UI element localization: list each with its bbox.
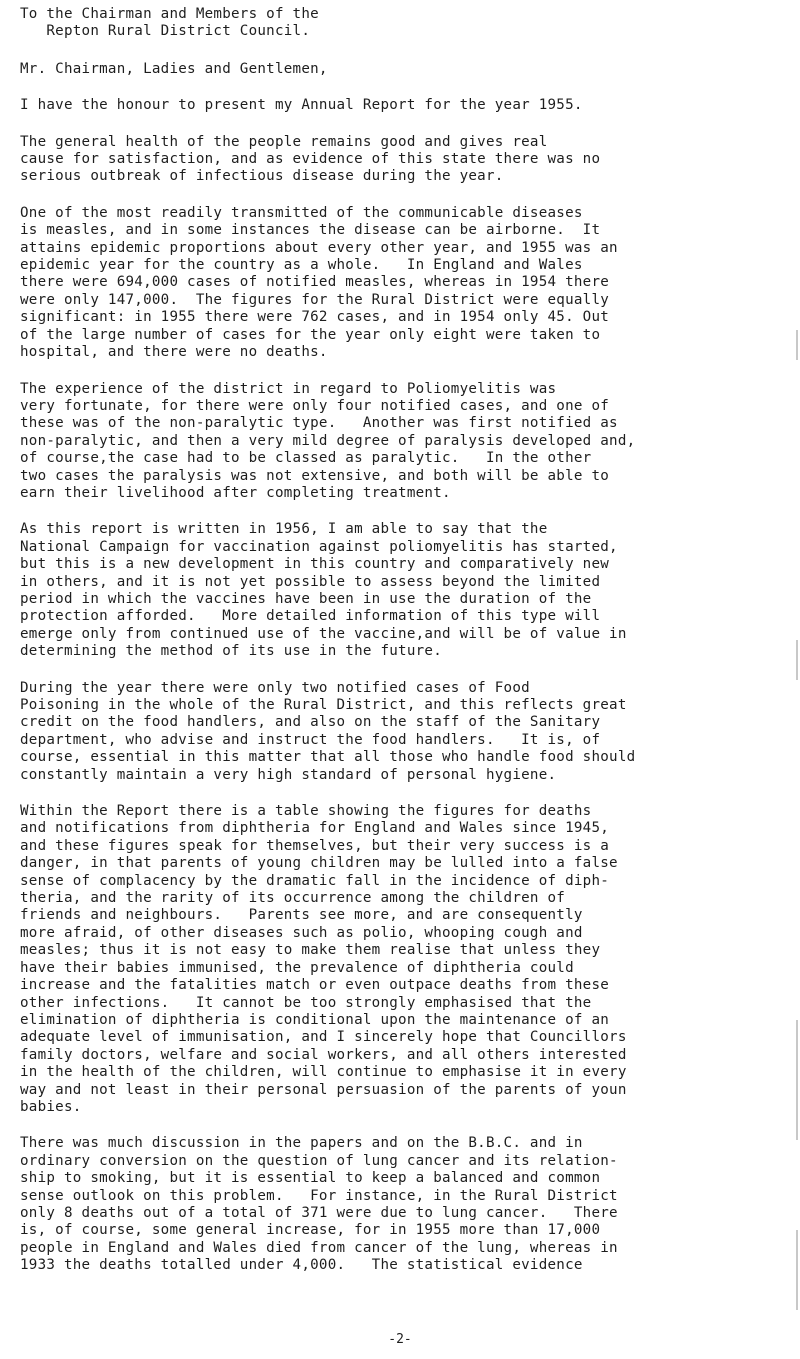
paragraph-line: significant: in 1955 there were 762 cases, and in 1954 only 45. Out	[20, 309, 610, 326]
salutation-line: Mr. Chairman, Ladies and Gentlemen,	[20, 60, 328, 77]
paragraph-line: 1933 the deaths totalled under 4,000. The statistical evidence	[20, 1257, 583, 1274]
scan-edge-mark	[796, 330, 798, 360]
paragraph-diphtheria	[20, 803, 794, 1116]
paragraph-line: During the year there were only two notified cases of Food	[20, 679, 530, 696]
paragraph-intro	[20, 97, 794, 114]
paragraph-line: these was of the non-paralytic type. Another was first notified as	[20, 415, 618, 432]
paragraph-line: danger, in that parents of young children may be lulled into a false	[20, 855, 618, 872]
paragraph-vaccination	[20, 521, 794, 660]
paragraph-line: in others, and it is not yet possible to assess beyond the limited	[20, 573, 601, 590]
report-page	[20, 6, 794, 1294]
paragraph-line: attains epidemic proportions about every other year, and 1955 was an	[20, 239, 618, 256]
paragraph-line: cause for satisfaction, and as evidence of this state there was no	[20, 151, 601, 168]
paragraph-food-poisoning	[20, 680, 794, 784]
paragraph-line: but this is a new development in this country and comparatively new	[20, 556, 610, 573]
paragraph-line: sense of complacency by the dramatic fall in the incidence of diph-	[20, 872, 610, 889]
paragraph-line: National Campaign for vaccination against poliomyelitis has started,	[20, 538, 618, 555]
paragraph-line: protection afforded. More detailed information of this type will	[20, 608, 601, 625]
paragraph-line: The general health of the people remains good and gives real	[20, 133, 548, 150]
salutation	[20, 61, 794, 78]
paragraph-poliomyelitis	[20, 381, 794, 503]
paragraph-line: As this report is written in 1956, I am able to say that the	[20, 521, 548, 538]
paragraph-line: of the large number of cases for the year only eight were taken to	[20, 326, 601, 343]
paragraph-general-health	[20, 134, 794, 186]
addressee-line: Repton Rural District Council.	[20, 23, 311, 40]
paragraph-line: ordinary conversion on the question of lung cancer and its relation-	[20, 1152, 618, 1169]
paragraph-line: of course,the case had to be classed as paralytic. In the other	[20, 450, 592, 467]
paragraph-line: emerge only from continued use of the vaccine,and will be of value in	[20, 625, 627, 642]
paragraph-line: other infections. It cannot be too strongly emphasised that the	[20, 994, 592, 1011]
paragraph-line: babies.	[20, 1098, 82, 1115]
paragraph-line: friends and neighbours. Parents see more, and are consequently	[20, 907, 583, 924]
paragraph-line: two cases the paralysis was not extensive, and both will be able to	[20, 467, 610, 484]
paragraph-line: constantly maintain a very high standard of personal hygiene.	[20, 766, 557, 783]
paragraph-line: hospital, and there were no deaths.	[20, 344, 328, 361]
page-number: -2-	[388, 1332, 412, 1347]
paragraph-line: more afraid, of other diseases such as polio, whooping cough and	[20, 924, 583, 941]
paragraph-line: There was much discussion in the papers and on the B.B.C. and in	[20, 1135, 583, 1152]
paragraph-measles	[20, 205, 794, 362]
paragraph-line: and notifications from diphtheria for England and Wales since 1945,	[20, 820, 610, 837]
paragraph-line: Poisoning in the whole of the Rural District, and this reflects great	[20, 697, 627, 713]
paragraph-lung-cancer	[20, 1135, 794, 1274]
paragraph-line: increase and the fatalities match or even outpace deaths from these	[20, 977, 610, 994]
paragraph-line: measles; thus it is not easy to make them realise that unless they	[20, 942, 601, 959]
paragraph-line: very fortunate, for there were only four notified cases, and one of	[20, 397, 610, 414]
paragraph-line: serious outbreak of infectious disease during the year.	[20, 168, 504, 185]
scan-edge-mark	[796, 1020, 798, 1140]
paragraph-line: non-paralytic, and then a very mild degree of paralysis developed and,	[20, 432, 636, 449]
paragraph-line: sense outlook on this problem. For instance, in the Rural District	[20, 1187, 618, 1204]
paragraph-line: theria, and the rarity of its occurrence among the children of	[20, 890, 566, 907]
paragraph-line: people in England and Wales died from cancer of the lung, whereas in	[20, 1239, 618, 1256]
paragraph-line: only 8 deaths out of a total of 371 were due to lung cancer. There	[20, 1204, 618, 1221]
paragraph-line: elimination of diphtheria is conditional upon the maintenance of an	[20, 1011, 610, 1028]
paragraph-line: determining the method of its use in the future.	[20, 643, 442, 660]
paragraph-line: in the health of the children, will continue to emphasise it in every	[20, 1064, 627, 1081]
paragraph-line: way and not least in their personal persuasion of the parents of youn	[20, 1081, 627, 1098]
scan-edge-mark	[796, 640, 798, 680]
scan-edge-mark	[796, 1230, 798, 1310]
addressee-line: To the Chairman and Members of the	[20, 6, 319, 22]
paragraph-line: adequate level of immunisation, and I sincerely hope that Councillors	[20, 1029, 627, 1046]
paragraph-line: ship to smoking, but it is essential to keep a balanced and common	[20, 1170, 601, 1187]
paragraph-line: and these figures speak for themselves, but their very success is a	[20, 837, 610, 854]
paragraph-line: course, essential in this matter that all those who handle food should	[20, 749, 636, 766]
paragraph-line: there were 694,000 cases of notified measles, whereas in 1954 there	[20, 274, 610, 291]
paragraph-line: period in which the vaccines have been in use the duration of the	[20, 590, 592, 607]
paragraph-line: I have the honour to present my Annual Report for the year 1955.	[20, 97, 583, 114]
paragraph-line: family doctors, welfare and social workers, and all others interested	[20, 1046, 627, 1063]
paragraph-line: is measles, and in some instances the disease can be airborne. It	[20, 222, 601, 239]
paragraph-line: One of the most readily transmitted of the communicable diseases	[20, 204, 583, 221]
paragraph-line: department, who advise and instruct the food handlers. It is, of	[20, 731, 601, 748]
addressee-block	[20, 6, 794, 41]
paragraph-line: were only 147,000. The figures for the Rural District were equally	[20, 291, 610, 308]
paragraph-line: epidemic year for the country as a whole. In England and Wales	[20, 257, 583, 274]
paragraph-line: have their babies immunised, the prevalence of diphtheria could	[20, 959, 574, 976]
paragraph-line: earn their livelihood after completing treatment.	[20, 484, 451, 501]
paragraph-line: credit on the food handlers, and also on the staff of the Sanitary	[20, 714, 601, 731]
paragraph-line: The experience of the district in regard to Poliomyelitis was	[20, 380, 557, 397]
paragraph-line: is, of course, some general increase, for in 1955 more than 17,000	[20, 1222, 601, 1239]
paragraph-line: Within the Report there is a table showing the figures for deaths	[20, 803, 592, 820]
